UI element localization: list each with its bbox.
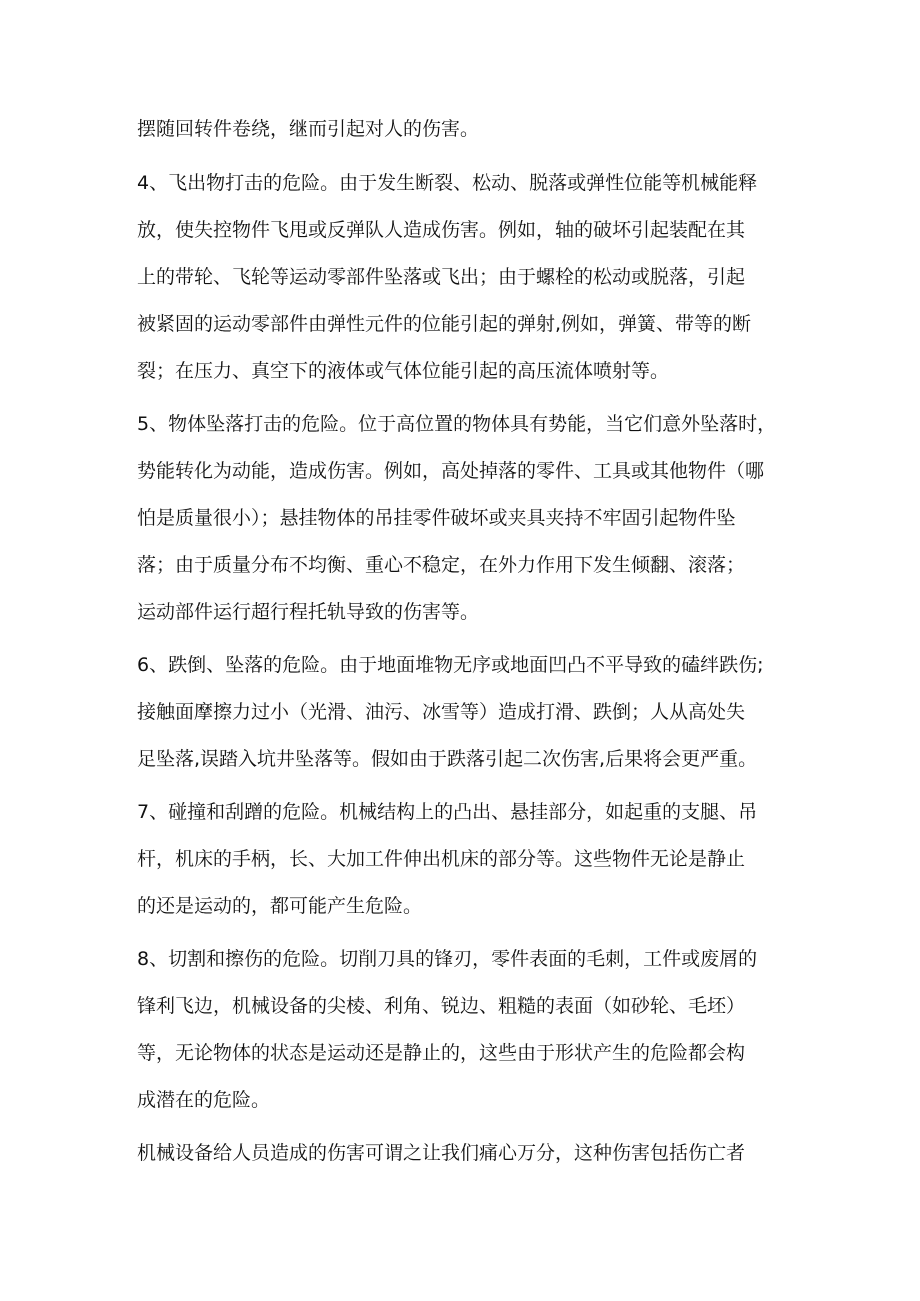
text-line: 成潜在的危险。 [137,1089,271,1111]
text-line: 落；由于质量分布不均衡、重心不稳定，在外力作用下发生倾翻、滚落； [137,554,746,576]
text-line: 上的带轮、飞轮等运动零部件坠落或飞出；由于螺栓的松动或脱落，引起 [137,266,746,288]
text-line: 6、跌倒、坠落的危险。由于地面堆物无序或地面凹凸不平导致的磕绊跌伤; [137,654,764,676]
text-line: 足坠落,误踏入坑井坠落等。假如由于跌落引起二次伤害,后果将会更严重。 [137,748,758,770]
text-line: 放，使失控物件飞甩或反弹队人造成伤害。例如，轴的破坏引起装配在其 [137,219,746,241]
text-line: 怕是质量很小）；悬挂物体的吊挂零件破坏或夹具夹持不牢固引起物件坠 [137,507,736,529]
text-line: 7、碰撞和刮蹭的危险。机械结构上的凸出、悬挂部分，如起重的支腿、吊 [137,801,758,823]
text-line: 的还是运动的，都可能产生危险。 [137,895,423,917]
text-line: 摆随回转件卷绕，继而引起对人的伤害。 [137,118,480,140]
text-line: 4、飞出物打击的危险。由于发生断裂、松动、脱落或弹性位能等机械能释 [137,172,758,194]
text-line: 机械设备给人员造成的伤害可谓之让我们痛心万分，这种伤害包括伤亡者 [137,1142,746,1164]
text-line: 被紧固的运动零部件由弹性元件的位能引起的弹射,例如，弹簧、带等的断 [137,313,752,335]
text-line: 接触面摩擦力过小（光滑、油污、冰雪等）造成打滑、跌倒；人从高处失 [137,701,746,723]
text-line: 5、物体坠落打击的危险。位于高位置的物体具有势能，当它们意外坠落时， [137,413,777,435]
text-line: 运动部件运行超行程托轨导致的伤害等。 [137,601,480,623]
text-line: 杆，机床的手柄，长、大加工件伸出机床的部分等。这些物件无论是静止 [137,848,746,870]
text-line: 8、切割和擦伤的危险。切削刀具的锋刃，零件表面的毛刺，工件或废屑的 [137,948,758,970]
text-line: 势能转化为动能，造成伤害。例如，高处掉落的零件、工具或其他物件（哪 [137,460,765,482]
text-line: 裂；在压力、真空下的液体或气体位能引起的高压流体喷射等。 [137,360,670,382]
text-line: 等，无论物体的状态是运动还是静止的，这些由于形状产生的危险都会构 [137,1042,746,1064]
text-line: 锋利飞边，机械设备的尖棱、利角、锐边、粗糙的表面（如砂轮、毛坯） [137,995,746,1017]
